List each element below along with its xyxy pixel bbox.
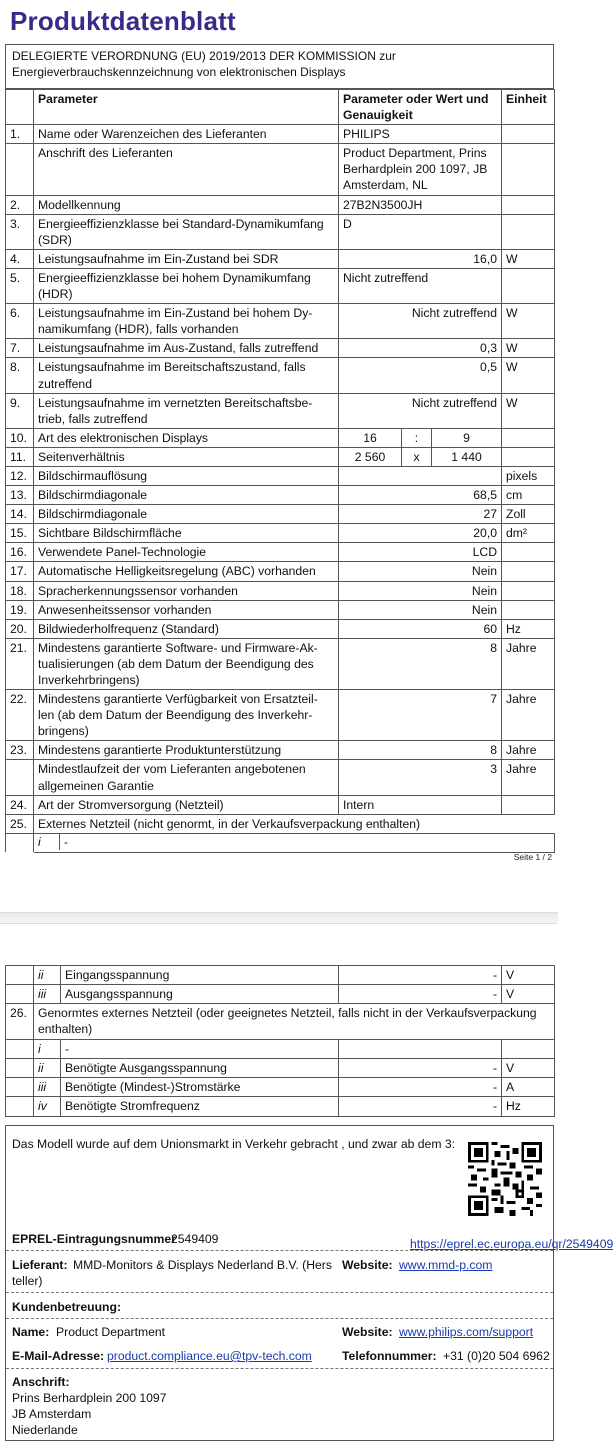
row-unit: Jahre (502, 690, 555, 741)
row-value: 60 (339, 619, 502, 638)
row-unit (502, 214, 555, 249)
row-parameter: Anwesenheitssensor vorhanden (34, 600, 339, 619)
row-number: 18. (6, 581, 34, 600)
row-unit: dm² (502, 524, 555, 543)
sub-row-unit: V (502, 985, 555, 1004)
row-number: 9. (6, 393, 34, 428)
row-unit: cm (502, 486, 555, 505)
row-number: 6. (6, 304, 34, 339)
table-row (6, 249, 555, 268)
row-value: Nein (339, 581, 502, 600)
row-number: 19. (6, 600, 34, 619)
row-parameter: Mindestens garantierte Software- und Firmware-Ak-tualisierungen (ab dem Datum der Beendigung des Inverkehrbringens) (34, 638, 339, 689)
table-row (6, 358, 555, 393)
sub-row-index: ii (34, 1059, 61, 1078)
support-website-label: Website: (342, 1325, 393, 1339)
row-value: 68,5 (339, 486, 502, 505)
table-row (6, 1040, 555, 1059)
sub-row-value (339, 1040, 502, 1059)
row-value: Intern (339, 795, 502, 814)
divider (6, 1318, 553, 1319)
row-number: 5. (6, 268, 34, 303)
sub-row-index: i (34, 834, 60, 850)
row-number: 25. (6, 814, 34, 833)
aspect-height: 9 (432, 428, 502, 447)
row-unit: W (502, 358, 555, 393)
qr-code-icon (468, 1142, 542, 1216)
row-unit (502, 600, 555, 619)
row-number: 8. (6, 358, 34, 393)
info-box (5, 1125, 613, 1441)
row-parameter: Modellkennung (34, 195, 339, 214)
row-parameter: Energieeffizienzklasse bei Standard-Dynamikumfang (SDR) (34, 214, 339, 249)
table-row (6, 505, 555, 524)
table-row (6, 1097, 555, 1116)
row-unit (502, 581, 555, 600)
table-row (6, 466, 555, 485)
aspect-separator: : (402, 428, 432, 447)
sub-row-index: ii (34, 966, 61, 985)
header-unit: Einheit (502, 90, 555, 125)
row-unit (502, 447, 555, 466)
table-row (6, 214, 555, 249)
row-number: 4. (6, 249, 34, 268)
table-row (6, 966, 555, 985)
row-value: 27 (339, 505, 502, 524)
row-unit: pixels (502, 466, 555, 485)
sub-row-parameter: Benötigte (Mindest-)Stromstärke (61, 1078, 339, 1097)
page-title: Produktdatenblatt (10, 6, 236, 36)
supplier-name: MMD-Monitors & Displays Nederland B.V. (Hers (73, 1258, 332, 1272)
sub-row-unit: V (502, 966, 555, 985)
row-number (6, 144, 34, 195)
table-row (6, 428, 555, 447)
email-link[interactable]: product.compliance.eu@tpv-tech.com (107, 1349, 312, 1363)
sub-row-parameter: Ausgangsspannung (61, 985, 339, 1004)
row-value: Nein (339, 600, 502, 619)
table-row (6, 195, 555, 214)
sub-row-unit: A (502, 1078, 555, 1097)
customer-service-label: Kundenbetreuung: (12, 1300, 121, 1314)
table-row (6, 1078, 555, 1097)
row-value: 0,5 (339, 358, 502, 393)
row-number: 14. (6, 505, 34, 524)
row-value: Nicht zutreffend (339, 393, 502, 428)
row-unit (502, 125, 555, 144)
sub-row-value: - (64, 834, 69, 849)
row-parameter: Verwendete Panel-Technologie (34, 543, 339, 562)
table-row (6, 600, 555, 619)
resolution-width: 2 560 (339, 447, 402, 466)
divider (6, 1250, 553, 1251)
row-number: 26. (6, 1004, 34, 1040)
eprel-link[interactable]: https://eprel.ec.europa.eu/qr/2549409 (410, 1237, 613, 1251)
row-number: 1. (6, 125, 34, 144)
row-parameter: Bildschirmauflösung (34, 466, 339, 485)
row-unit (502, 543, 555, 562)
row-value (339, 466, 502, 485)
row-number (6, 1078, 34, 1097)
sub-row-value: - (339, 985, 502, 1004)
market-date-text: Das Modell wurde auf dem Unionsmarkt in Verkehr gebracht , und zwar ab dem 3: (12, 1137, 456, 1151)
product-data-table-continued (5, 965, 555, 1117)
page-number: Seite 1 / 2 (513, 852, 552, 862)
row-unit: Zoll (502, 505, 555, 524)
row-number (6, 760, 34, 795)
row-parameter: Mindestens garantierte Verfügbarkeit von Ersatzteil-len (ab dem Datum der Beendigung des Inverkehr-bringens) (34, 690, 339, 741)
row-parameter: Bildwiederholfrequenz (Standard) (34, 619, 339, 638)
table-row (6, 543, 555, 562)
row-parameter: Leistungsaufnahme im Bereitschaftszustand, falls zutreffend (34, 358, 339, 393)
row-unit: W (502, 249, 555, 268)
row-parameter: Art des elektronischen Displays (34, 428, 339, 447)
row-parameter: Seitenverhältnis (34, 447, 339, 466)
resolution-separator: x (402, 447, 432, 466)
sub-row-value: - (339, 1059, 502, 1078)
row-unit (502, 268, 555, 303)
row-value: 27B2N3500JH (339, 195, 502, 214)
table-row (6, 339, 555, 358)
table-row (6, 144, 555, 195)
row-parameter: Leistungsaufnahme im Ein-Zustand bei hohem Dy-namikumfang (HDR), falls vorhanden (34, 304, 339, 339)
row-number: 13. (6, 486, 34, 505)
row-number: 11. (6, 447, 34, 466)
support-website-link[interactable]: www.philips.com/support (399, 1325, 534, 1339)
row-unit: Jahre (502, 760, 555, 795)
row-number: 23. (6, 741, 34, 760)
sub-row-parameter: - (61, 1040, 339, 1059)
sub-row-value: - (339, 966, 502, 985)
table-row (6, 985, 555, 1004)
row-value: 8 (339, 638, 502, 689)
row-value: 20,0 (339, 524, 502, 543)
row-parameter: Sichtbare Bildschirmfläche (34, 524, 339, 543)
table-row (6, 125, 555, 144)
row-number: 10. (6, 428, 34, 447)
table-row (6, 581, 555, 600)
address-line-1: Prins Berhardplein 200 1097 (12, 1391, 167, 1405)
sub-row-index: iv (34, 1097, 61, 1116)
row-number: 20. (6, 619, 34, 638)
row-parameter: Bildschirmdiagonale (34, 486, 339, 505)
sub-row-index: iii (34, 1078, 61, 1097)
row-parameter: Name oder Warenzeichen des Lieferanten (34, 125, 339, 144)
table-row (6, 1059, 555, 1078)
header-number-cell (6, 90, 34, 125)
row-unit (502, 795, 555, 814)
row-parameter: Bildschirmdiagonale (34, 505, 339, 524)
aspect-width: 16 (339, 428, 402, 447)
address-line-3: Niederlande (12, 1423, 78, 1437)
sub-row-unit (502, 1040, 555, 1059)
row-number: 2. (6, 195, 34, 214)
row-parameter: Leistungsaufnahme im Aus-Zustand, falls zutreffend (34, 339, 339, 358)
table-row (6, 814, 555, 833)
supplier-name-continued: teller) (12, 1274, 43, 1288)
row-parameter: Spracherkennungssensor vorhanden (34, 581, 339, 600)
header-value: Parameter oder Wert und Genauigkeit (339, 90, 502, 125)
row-parameter: Art der Stromversorgung (Netzteil) (34, 795, 339, 814)
row-unit: Jahre (502, 741, 555, 760)
phone-number: +31 (0)20 504 6962 (443, 1349, 550, 1363)
row-parameter: Leistungsaufnahme im Ein-Zustand bei SDR (34, 249, 339, 268)
table-row (6, 304, 555, 339)
row-value: 3 (339, 760, 502, 795)
row-value: Nicht zutreffend (339, 268, 502, 303)
website-link-mmd[interactable]: www.mmd-p.com (399, 1258, 493, 1272)
row-number: 7. (6, 339, 34, 358)
contact-name: Product Department (56, 1325, 166, 1339)
divider (6, 1292, 553, 1293)
row-number (6, 985, 34, 1004)
table-row (6, 795, 555, 814)
sub-row (34, 833, 555, 852)
row-number (6, 833, 34, 852)
row-number: 15. (6, 524, 34, 543)
table-row (6, 393, 555, 428)
row-parameter: Mindestens garantierte Produktunterstützung (34, 741, 339, 760)
row-value: LCD (339, 543, 502, 562)
supplier-label: Lieferant: (12, 1258, 68, 1272)
row-unit: W (502, 393, 555, 428)
row-parameter: Energieeffizienzklasse bei hohem Dynamikumfang (HDR) (34, 268, 339, 303)
eprel-label: EPREL-Eintragungsnummer (12, 1232, 176, 1246)
sub-row-parameter: Eingangsspannung (61, 966, 339, 985)
email-label: E-Mail-Adresse: (12, 1349, 105, 1363)
row-unit (502, 562, 555, 581)
row-number: 12. (6, 466, 34, 485)
row-unit (502, 428, 555, 447)
contact-name-label: Name: (12, 1325, 50, 1339)
row-value: 0,3 (339, 339, 502, 358)
row-number: 3. (6, 214, 34, 249)
row-number: 17. (6, 562, 34, 581)
row-value: Nein (339, 562, 502, 581)
table-row (6, 741, 555, 760)
sub-row-value: - (339, 1078, 502, 1097)
divider (6, 1368, 553, 1369)
table-row (6, 562, 555, 581)
website-label: Website: (342, 1258, 393, 1272)
row-number: 21. (6, 638, 34, 689)
row-number: 22. (6, 690, 34, 741)
row-number (6, 1097, 34, 1116)
sub-row-index: i (34, 1040, 61, 1059)
row-value: D (339, 214, 502, 249)
row-unit: W (502, 339, 555, 358)
table-row (6, 833, 555, 852)
sub-row-parameter: Benötigte Stromfrequenz (61, 1097, 339, 1116)
row-value: 7 (339, 690, 502, 741)
sub-row-unit: Hz (502, 1097, 555, 1116)
row-number (6, 1059, 34, 1078)
row-value: 8 (339, 741, 502, 760)
sub-row-index: iii (34, 985, 61, 1004)
sub-row-unit: V (502, 1059, 555, 1078)
table-row (6, 524, 555, 543)
row-parameter: Anschrift des Lieferanten (34, 144, 339, 195)
sub-row-parameter: Benötigte Ausgangsspannung (61, 1059, 339, 1078)
row-number: 24. (6, 795, 34, 814)
row-unit (502, 195, 555, 214)
table-row (6, 690, 555, 741)
resolution-height: 1 440 (432, 447, 502, 466)
row-parameter: Mindestlaufzeit der vom Lieferanten angebotenen allgemeinen Garantie (34, 760, 339, 795)
table-row (6, 1004, 555, 1040)
row-number (6, 1040, 34, 1059)
header-parameter: Parameter (34, 90, 339, 125)
table-row (6, 268, 555, 303)
row-parameter: Automatische Helligkeitsregelung (ABC) vorhanden (34, 562, 339, 581)
row-parameter: Genormtes externes Netzteil (oder geeignetes Netzteil, falls nicht in der Verkaufsverpackung enthalten) (34, 1004, 555, 1040)
sub-row-value: - (339, 1097, 502, 1116)
row-unit (502, 144, 555, 195)
product-data-table (5, 89, 555, 853)
row-value: PHILIPS (339, 125, 502, 144)
row-unit: Hz (502, 619, 555, 638)
row-parameter: Leistungsaufnahme im vernetzten Bereitschaftsbe-trieb, falls zutreffend (34, 393, 339, 428)
address-line-2: JB Amsterdam (12, 1407, 92, 1421)
row-value: Nicht zutreffend (339, 304, 502, 339)
table-row (6, 760, 555, 795)
page-separator (0, 912, 558, 924)
table-row (6, 619, 555, 638)
row-number: 16. (6, 543, 34, 562)
row-value: Product Department, Prins Berhardplein 200 1097, JB Amsterdam, NL (339, 144, 502, 195)
table-row (6, 447, 555, 466)
table-row (6, 486, 555, 505)
row-unit: W (502, 304, 555, 339)
address-label: Anschrift: (12, 1375, 70, 1389)
row-value: 16,0 (339, 249, 502, 268)
row-number (6, 966, 34, 985)
table-row (6, 638, 555, 689)
eprel-number: 2549409 (171, 1232, 219, 1246)
row-unit: Jahre (502, 638, 555, 689)
phone-label: Telefonnummer: (342, 1349, 437, 1363)
row-parameter: Externes Netzteil (nicht genormt, in der Verkaufsverpackung enthalten) (34, 814, 555, 833)
regulation-text: DELEGIERTE VERORDNUNG (EU) 2019/2013 DER KOMMISSION zur Energieverbrauchskennzeichnung von elektronischen Displays (5, 44, 554, 89)
